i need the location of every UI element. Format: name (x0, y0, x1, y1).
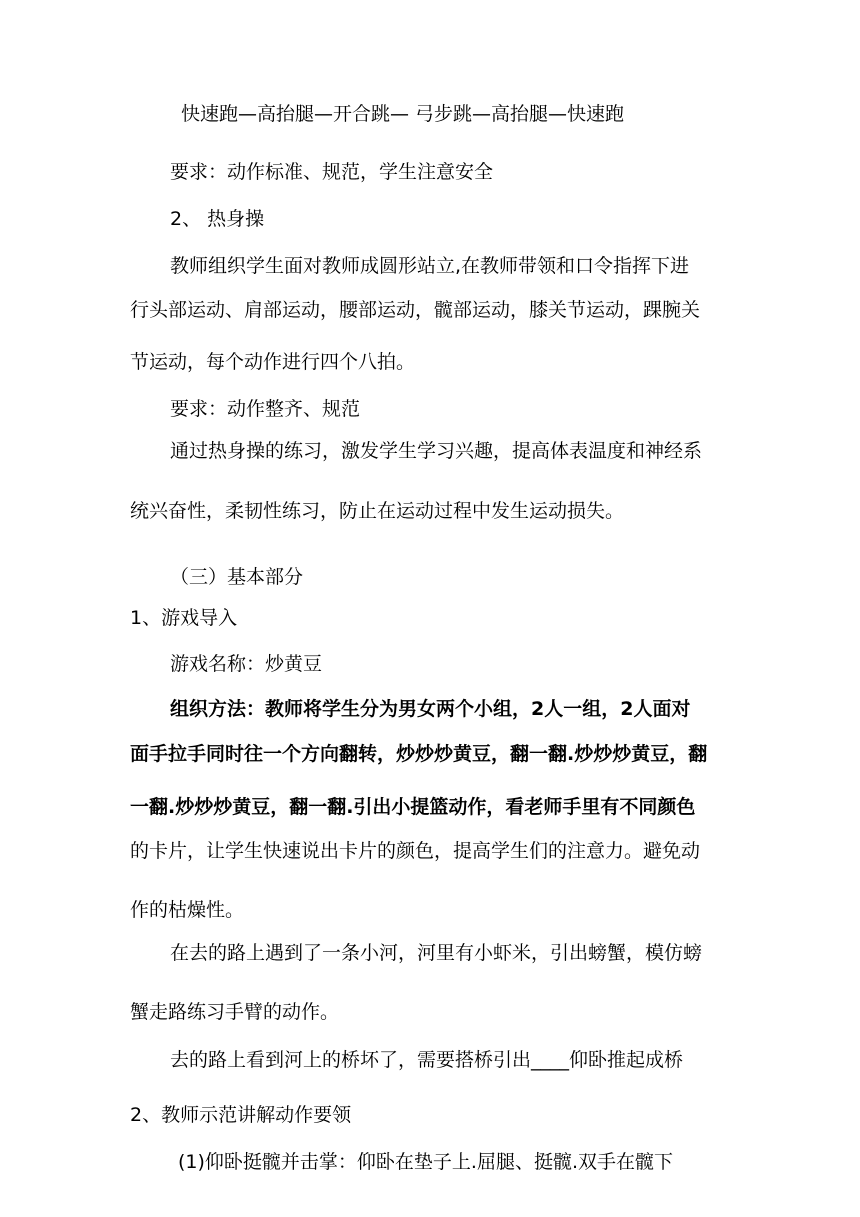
text-line: 快速跑—高抬腿—开合跳— 弓步跳—高抬腿—快速跑 (181, 103, 625, 125)
section-heading: （三）基本部分 (170, 566, 304, 588)
text-line-bold: 组织方法：教师将学生分为男女两个小组，2人一组，2人面对 (170, 698, 691, 720)
text-line: 要求：动作标准、规范，学生注意安全 (170, 161, 494, 183)
text-line-bold: 面手拉手同时往一个方向翻转，炒炒炒黄豆，翻一翻.炒炒炒黄豆，翻 (130, 743, 708, 765)
text-line: 游戏名称：炒黄豆 (170, 653, 323, 675)
text-line: 统兴奋性，柔韧性练习，防止在运动过程中发生运动损失。 (130, 500, 625, 522)
section-heading: 1、游戏导入 (130, 607, 238, 629)
text-line: 行头部运动、肩部运动，腰部运动，髋部运动，膝关节运动，踝腕关 (130, 299, 701, 321)
section-heading: 2、 热身操 (170, 208, 265, 230)
text-line: 通过热身操的练习，激发学生学习兴趣，提高体表温度和神经系 (170, 440, 703, 462)
text-line-bold: 一翻.炒炒炒黄豆，翻一翻.引出小提篮动作，看老师手里有不同颜色 (130, 796, 696, 818)
text-line: 去的路上看到河上的桥坏了，需要搭桥引出____仰卧推起成桥 (170, 1049, 684, 1071)
text-line: 在去的路上遇到了一条小河，河里有小虾米，引出螃蟹，模仿螃 (170, 942, 703, 964)
text-line: 教师组织学生面对教师成圆形站立,在教师带领和口令指挥下进 (170, 255, 690, 277)
text-line: 的卡片，让学生快速说出卡片的颜色，提高学生们的注意力。避免动 (130, 840, 701, 862)
text-line: 要求：动作整齐、规范 (170, 398, 361, 420)
text-line: 作的枯燥性。 (130, 899, 245, 921)
text-line: 蟹走路练习手臂的动作。 (130, 1001, 340, 1023)
section-heading: 2、教师示范讲解动作要领 (130, 1104, 352, 1126)
text-line: 节运动，每个动作进行四个八拍。 (130, 351, 416, 373)
text-line: (1)仰卧挺髋并击掌：仰卧在垫子上.屈腿、挺髋.双手在髋下 (178, 1151, 673, 1173)
